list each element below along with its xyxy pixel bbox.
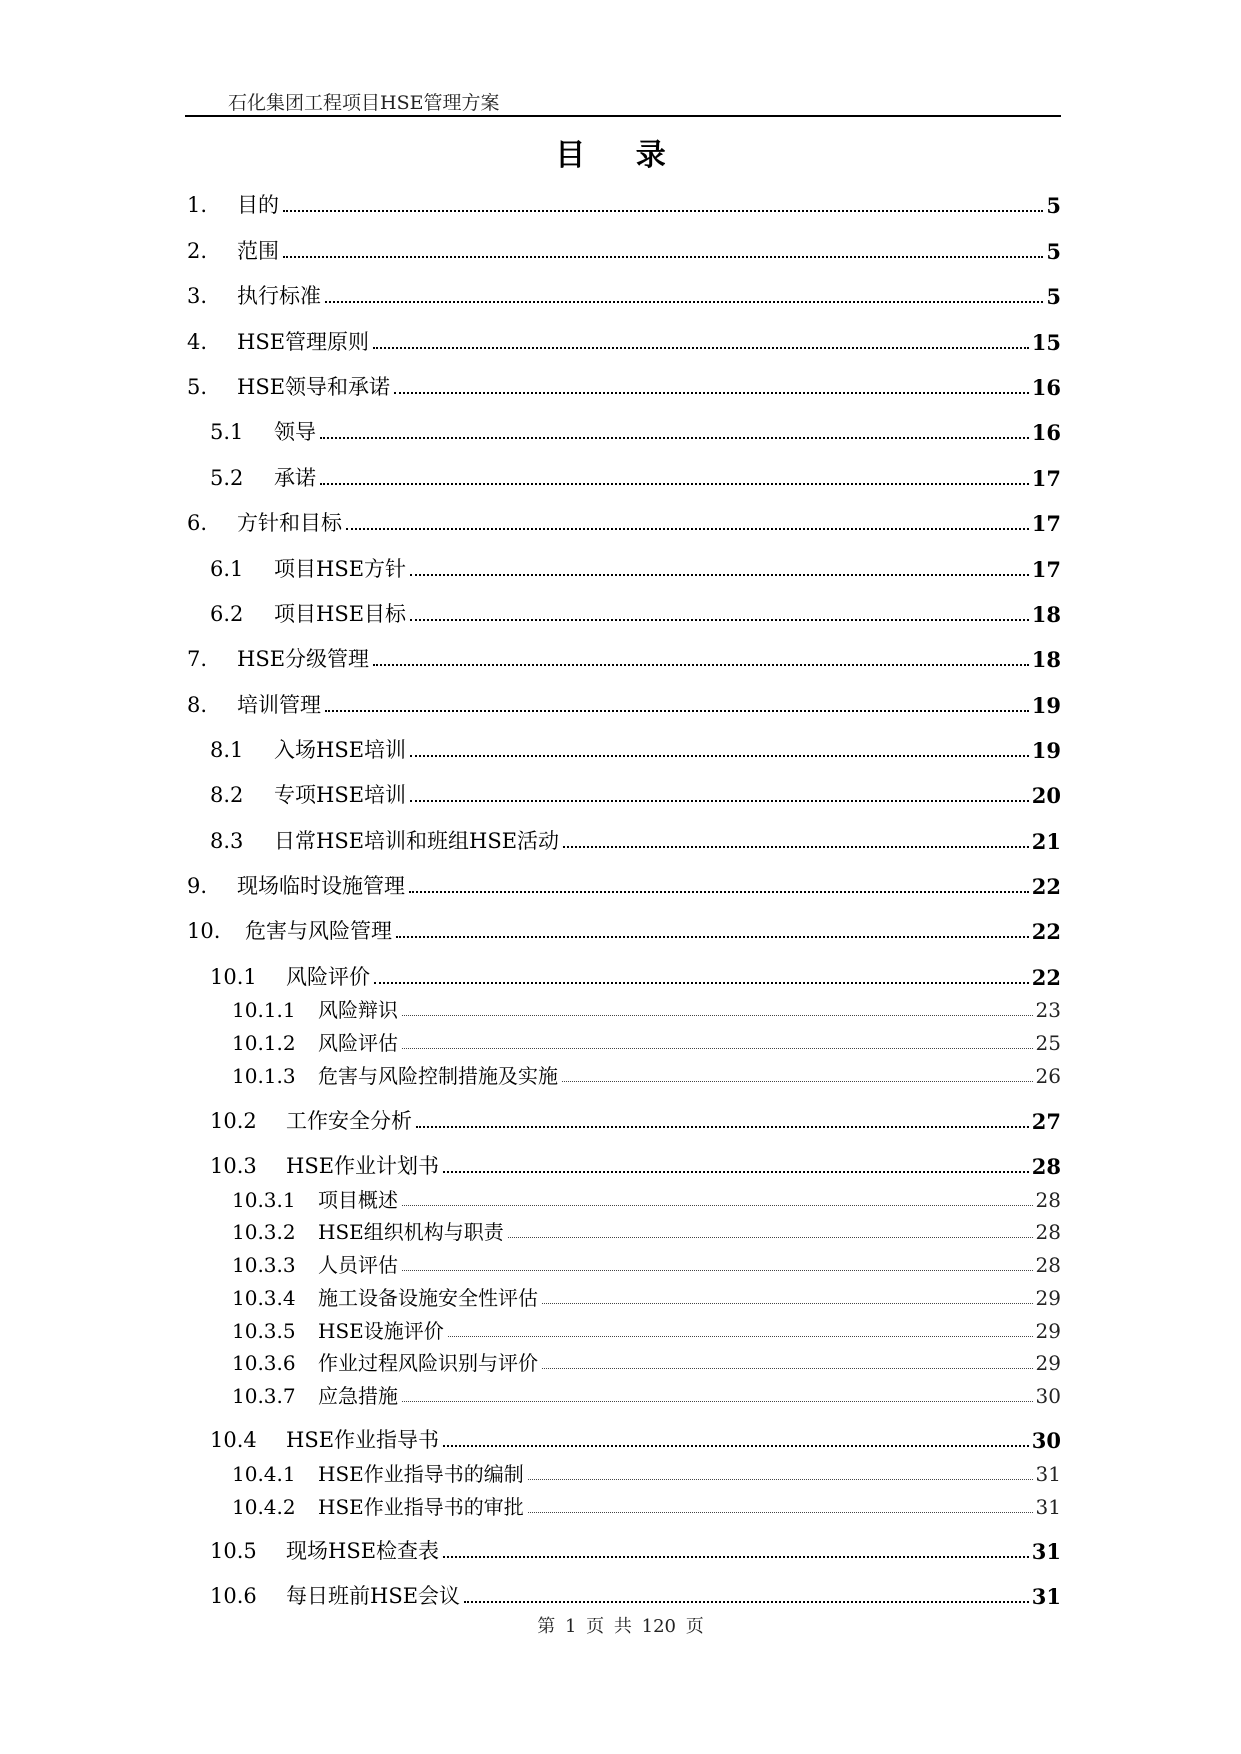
toc-entry-number: 5. <box>187 375 208 399</box>
toc-entry-title: 承诺 <box>274 466 316 490</box>
toc-entry-title: 人员评估 <box>318 1253 398 1277</box>
toc-entry[interactable] <box>187 328 1061 353</box>
toc-leader-dots <box>508 1236 1033 1238</box>
toc-entry-number: 10.4.1 <box>232 1462 296 1486</box>
toc-leader-dots <box>542 1367 1033 1369</box>
toc-leader-dots <box>416 1125 1029 1128</box>
toc-entry-title: 应急措施 <box>318 1384 398 1408</box>
toc-entry[interactable] <box>210 781 1061 806</box>
toc-leader-dots <box>320 436 1029 439</box>
toc-entry-title: HSE组织机构与职责 <box>318 1220 504 1244</box>
toc-entry-title: HSE作业指导书 <box>286 1428 440 1452</box>
toc-entry-page-number: 22 <box>1031 874 1061 899</box>
toc-entry-title: 风险评估 <box>318 1031 398 1055</box>
toc-entry-number: 10.5 <box>210 1539 257 1563</box>
toc-leader-dots <box>410 618 1029 621</box>
toc-entry[interactable] <box>210 418 1061 443</box>
toc-leader-dots <box>443 1170 1029 1173</box>
toc-entry-number: 6.2 <box>210 602 244 626</box>
toc-leader-dots <box>283 255 1043 258</box>
toc-entry[interactable] <box>187 917 1061 942</box>
toc-entry[interactable] <box>187 282 1061 307</box>
toc-entry-number: 7. <box>187 647 208 671</box>
toc-entry[interactable] <box>232 1493 1061 1517</box>
toc-leader-dots <box>374 981 1029 984</box>
toc-entry-number: 8.2 <box>210 783 244 807</box>
toc-entry-page-number: 19 <box>1031 693 1061 718</box>
toc-leader-dots <box>562 1080 1033 1082</box>
toc-entry-page-number: 28 <box>1031 1154 1061 1179</box>
toc-entry-title: 入场HSE培训 <box>274 738 407 762</box>
toc-leader-dots <box>443 1555 1029 1558</box>
toc-entry-number: 10.1.3 <box>232 1064 296 1088</box>
toc-entry[interactable] <box>232 996 1061 1020</box>
toc-leader-dots <box>528 1511 1033 1513</box>
toc-entry[interactable] <box>187 237 1061 262</box>
toc-leader-dots <box>443 1444 1029 1447</box>
toc-entry[interactable] <box>210 1152 1061 1177</box>
toc-leader-dots <box>402 1269 1033 1271</box>
toc-leader-dots <box>373 663 1029 666</box>
toc-entry-number: 10.2 <box>210 1109 257 1133</box>
toc-entry-page-number: 22 <box>1031 965 1061 990</box>
toc-entry[interactable] <box>187 691 1061 716</box>
toc-entry-title: 工作安全分析 <box>286 1109 412 1133</box>
toc-entry-page-number: 16 <box>1031 375 1061 400</box>
toc-entry[interactable] <box>210 1582 1061 1607</box>
toc-entry-number: 10.4.2 <box>232 1495 296 1519</box>
toc-entry-number: 10.1 <box>210 965 257 989</box>
toc-entry-number: 8. <box>187 693 208 717</box>
toc-entry-title: HSE作业指导书的审批 <box>318 1495 524 1519</box>
toc-entry[interactable] <box>210 464 1061 489</box>
toc-entry-page-number: 30 <box>1031 1428 1061 1453</box>
toc-entry[interactable] <box>187 872 1061 897</box>
toc-entry-page-number: 26 <box>1035 1064 1061 1088</box>
toc-entry[interactable] <box>232 1349 1061 1373</box>
toc-leader-dots <box>410 754 1029 757</box>
toc-leader-dots <box>325 300 1043 303</box>
toc-entry[interactable] <box>210 1107 1061 1132</box>
toc-entry-title: HSE领导和承诺 <box>237 375 391 399</box>
toc-entry-page-number: 25 <box>1035 1031 1061 1055</box>
toc-entry-number: 10.1.1 <box>232 998 296 1022</box>
toc-entry[interactable] <box>210 1537 1061 1562</box>
toc-entry-title: 项目HSE方针 <box>274 557 407 581</box>
toc-entry-number: 5.1 <box>210 420 244 444</box>
toc-entry[interactable] <box>210 963 1061 988</box>
toc-entry-page-number: 27 <box>1031 1109 1061 1134</box>
toc-entry-title: 项目HSE目标 <box>274 602 407 626</box>
toc-entry-title: 危害与风险控制措施及实施 <box>318 1064 558 1088</box>
toc-entry-title: 执行标准 <box>237 284 321 308</box>
toc-entry-number: 10.3.2 <box>232 1220 296 1244</box>
toc-leader-dots <box>373 346 1029 349</box>
toc-entry[interactable] <box>210 555 1061 580</box>
toc-entry[interactable] <box>232 1218 1061 1242</box>
toc-entry[interactable] <box>210 827 1061 852</box>
toc-leader-dots <box>402 1204 1033 1206</box>
toc-leader-dots <box>410 799 1029 802</box>
toc-leader-dots <box>464 1600 1029 1603</box>
toc-entry-page-number: 22 <box>1031 919 1061 944</box>
toc-entry-title: 日常HSE培训和班组HSE活动 <box>274 829 560 853</box>
toc-entry-number: 10.3 <box>210 1154 257 1178</box>
toc-entry-page-number: 16 <box>1031 420 1061 445</box>
toc-leader-dots <box>409 890 1029 893</box>
toc-entry[interactable] <box>187 373 1061 398</box>
toc-leader-dots <box>402 1400 1033 1402</box>
toc-leader-dots <box>396 935 1029 938</box>
toc-entry-number: 9. <box>187 874 208 898</box>
toc-entry-number: 6. <box>187 511 208 535</box>
toc-leader-dots <box>320 482 1029 485</box>
toc-entry-number: 2. <box>187 239 208 263</box>
toc-entry[interactable] <box>232 1460 1061 1484</box>
toc-entry-page-number: 31 <box>1035 1462 1061 1486</box>
toc-leader-dots <box>325 709 1029 712</box>
toc-entry-page-number: 5 <box>1046 239 1061 264</box>
toc-entry[interactable] <box>187 191 1061 216</box>
toc-entry-page-number: 29 <box>1035 1351 1061 1375</box>
toc-entry[interactable] <box>232 1382 1061 1406</box>
toc-entry-page-number: 21 <box>1031 829 1061 854</box>
toc-entry-number: 10.3.1 <box>232 1188 296 1212</box>
toc-leader-dots <box>528 1478 1033 1480</box>
toc-entry-title: 项目概述 <box>318 1188 398 1212</box>
toc-leader-dots <box>394 391 1029 394</box>
toc-entry-title: 范围 <box>237 239 279 263</box>
toc-entry-page-number: 5 <box>1046 284 1061 309</box>
toc-entry-title: 培训管理 <box>237 693 321 717</box>
toc-entry-number: 4. <box>187 330 208 354</box>
toc-entry-title: 风险辩识 <box>318 998 398 1022</box>
toc-entry-title: 专项HSE培训 <box>274 783 407 807</box>
toc-entry-number: 10.4 <box>210 1428 257 1452</box>
toc-entry-number: 10.3.5 <box>232 1319 296 1343</box>
toc-entry-page-number: 28 <box>1035 1220 1061 1244</box>
toc-entry-title: 施工设备设施安全性评估 <box>318 1286 538 1310</box>
toc-entry-page-number: 5 <box>1046 193 1061 218</box>
toc-leader-dots <box>563 845 1029 848</box>
toc-entry-title: 目的 <box>237 193 279 217</box>
toc-entry-page-number: 17 <box>1031 466 1061 491</box>
toc-entry-page-number: 18 <box>1031 647 1061 672</box>
toc-entry-page-number: 17 <box>1031 557 1061 582</box>
toc-leader-dots <box>448 1335 1033 1337</box>
toc-entry[interactable] <box>232 1251 1061 1275</box>
toc-entry[interactable] <box>210 736 1061 761</box>
toc-entry-number: 10.6 <box>210 1584 257 1608</box>
toc-entry-title: HSE作业指导书的编制 <box>318 1462 524 1486</box>
toc-entry-title: HSE管理原则 <box>237 330 370 354</box>
toc-entry[interactable] <box>232 1317 1061 1341</box>
toc-entry-number: 10.3.6 <box>232 1351 296 1375</box>
toc-title: 目 录 <box>555 138 686 173</box>
running-header: 石化集团工程项目HSE管理方案 <box>228 92 500 114</box>
toc-entry-title: 每日班前HSE会议 <box>286 1584 461 1608</box>
toc-entry-page-number: 17 <box>1031 511 1061 536</box>
toc-entry-number: 10. <box>187 919 221 943</box>
toc-entry[interactable] <box>232 1284 1061 1308</box>
toc-entry-page-number: 29 <box>1035 1286 1061 1310</box>
toc-entry-page-number: 31 <box>1031 1539 1061 1564</box>
toc-entry-number: 3. <box>187 284 208 308</box>
toc-entry-title: 领导 <box>274 420 316 444</box>
toc-entry[interactable] <box>187 645 1061 670</box>
toc-entry[interactable] <box>187 509 1061 534</box>
toc-entry-number: 8.1 <box>210 738 244 762</box>
toc-entry-number: 1. <box>187 193 208 217</box>
page-footer: 第 1 页 共 120 页 <box>537 1616 704 1637</box>
toc-entry-page-number: 20 <box>1031 783 1061 808</box>
toc-entry-page-number: 29 <box>1035 1319 1061 1343</box>
toc-entry-page-number: 19 <box>1031 738 1061 763</box>
toc-entry-title: HSE分级管理 <box>237 647 370 671</box>
toc-entry-title: 作业过程风险识别与评价 <box>318 1351 538 1375</box>
toc-entry-page-number: 28 <box>1035 1253 1061 1277</box>
toc-entry-page-number: 31 <box>1031 1584 1061 1609</box>
toc-entry-title: 方针和目标 <box>237 511 342 535</box>
toc-entry[interactable] <box>210 600 1061 625</box>
toc-entry-number: 6.1 <box>210 557 244 581</box>
toc-leader-dots <box>283 209 1043 212</box>
toc-entry[interactable] <box>232 1029 1061 1053</box>
toc-entry-title: 现场HSE检查表 <box>286 1539 440 1563</box>
toc-entry-title: 危害与风险管理 <box>245 919 392 943</box>
toc-entry-number: 10.1.2 <box>232 1031 296 1055</box>
toc-leader-dots <box>410 573 1029 576</box>
toc-entry-title: HSE作业计划书 <box>286 1154 440 1178</box>
toc-entry-page-number: 30 <box>1035 1384 1061 1408</box>
toc-entry-number: 10.3.3 <box>232 1253 296 1277</box>
toc-entry-title: HSE设施评价 <box>318 1319 444 1343</box>
toc-entry-number: 10.3.7 <box>232 1384 296 1408</box>
toc-leader-dots <box>402 1047 1033 1049</box>
toc-entry-title: 风险评价 <box>286 965 370 989</box>
toc-entry-page-number: 31 <box>1035 1495 1061 1519</box>
toc-entry-page-number: 15 <box>1031 330 1061 355</box>
toc-entry-number: 5.2 <box>210 466 244 490</box>
toc-leader-dots <box>542 1302 1033 1304</box>
toc-entry[interactable] <box>232 1186 1061 1210</box>
toc-entry-number: 10.3.4 <box>232 1286 296 1310</box>
toc-entry-page-number: 18 <box>1031 602 1061 627</box>
toc-entry[interactable] <box>232 1062 1061 1086</box>
toc-leader-dots <box>402 1014 1033 1016</box>
toc-entry-number: 8.3 <box>210 829 244 853</box>
toc-entry-title: 现场临时设施管理 <box>237 874 405 898</box>
toc-entry-page-number: 28 <box>1035 1188 1061 1212</box>
toc-leader-dots <box>346 527 1029 530</box>
toc-entry[interactable] <box>210 1426 1061 1451</box>
toc-entry-page-number: 23 <box>1035 998 1061 1022</box>
